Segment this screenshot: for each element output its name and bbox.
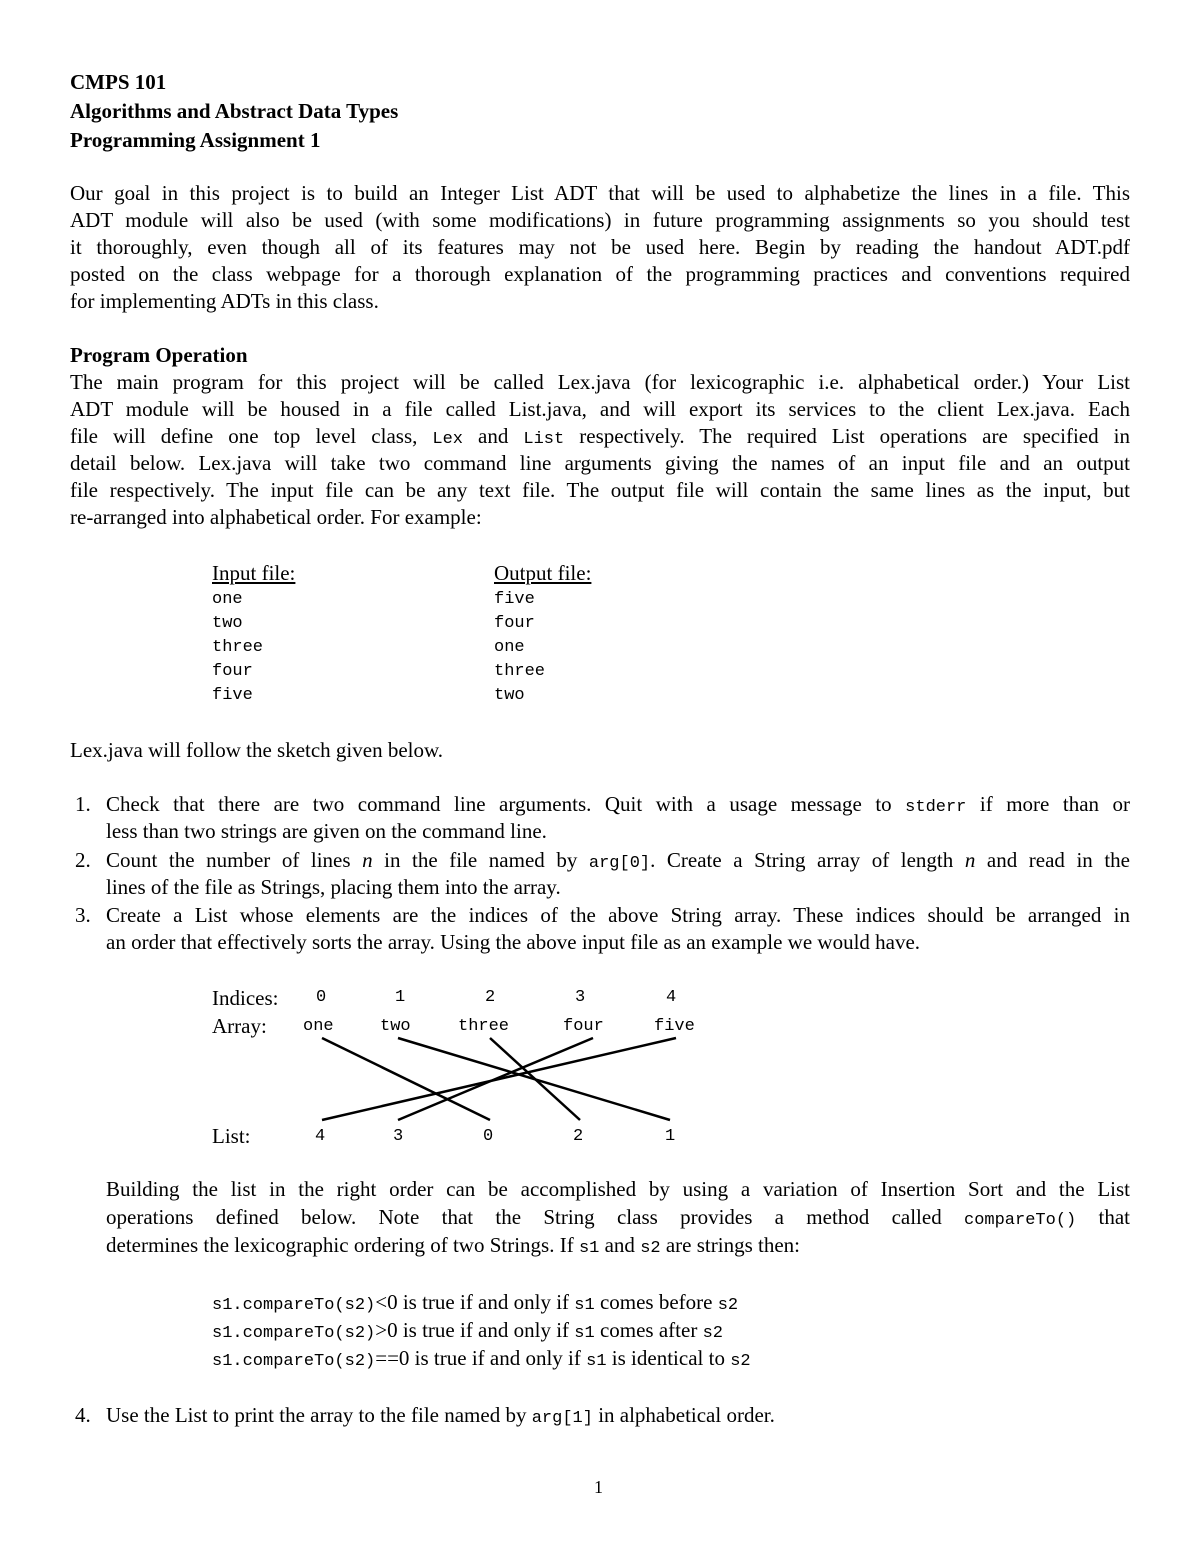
var-n: n (964, 848, 976, 872)
list-value: 1 (665, 1127, 676, 1146)
list-value: 3 (393, 1127, 404, 1146)
step-number: 3. (75, 903, 91, 927)
insertion-line (106, 1205, 1130, 1230)
operation-line: The main program for this project will be called Lex.java (for lexicographic i.e. alphabetical order.) Your List (70, 370, 1130, 394)
index-value: 0 (316, 988, 327, 1007)
var-n: n (362, 848, 373, 872)
array-value: four (563, 1017, 604, 1036)
step-1-line: less than two strings are given on the command line. (106, 819, 547, 843)
text-span: determines the lexicographic ordering of two Strings. If (106, 1233, 579, 1257)
array-value: one (303, 1017, 334, 1036)
step-3-line: Create a List whose elements are the indices of the above String array. These indices should be arranged in (106, 903, 1130, 927)
text-span: and read in the (975, 848, 1130, 872)
code-compareto: compareTo() (964, 1211, 1077, 1230)
code-s2: s2 (702, 1324, 723, 1343)
index-value: 3 (575, 988, 586, 1007)
list-value: 2 (573, 1127, 584, 1146)
code-arg0: arg[0] (588, 854, 651, 873)
code-compareto-call: s1.compareTo(s2) (212, 1296, 376, 1315)
output-line: one (494, 638, 525, 657)
array-label: Array: (212, 1014, 267, 1038)
course-title: CMPS 101 (70, 70, 167, 94)
text-span: Check that there are two command line arguments. Quit with a usage message to (106, 792, 906, 816)
code-s1: s1 (574, 1324, 595, 1343)
text-span: operations defined below. Note that the String class provides a method called (106, 1205, 964, 1229)
array-value: five (654, 1017, 695, 1036)
operation-line: re-arranged into alphabetical order. For example: (70, 505, 482, 529)
text-span: Count the number of lines (106, 848, 363, 872)
step-4-line (106, 1403, 775, 1428)
index-value: 1 (395, 988, 406, 1007)
intro-line: posted on the class webpage for a thorough explanation of the programming practices and conventions required (70, 262, 1130, 286)
output-file-header: Output file: (494, 561, 592, 585)
code-s1: s1 (578, 1239, 600, 1258)
operation-line: detail below. Lex.java will take two command line arguments giving the names of an input file and an output (70, 451, 1130, 475)
insertion-line: Building the list in the right order can be accomplished by using a variation of Insertion Sort and the List (106, 1177, 1130, 1201)
text-span: file will define one top level class, (70, 424, 433, 448)
step-number: 1. (75, 792, 91, 816)
section-heading-program-operation: Program Operation (70, 343, 248, 367)
compare-rule (212, 1290, 738, 1315)
text-span: comes after (594, 1318, 703, 1342)
text-span: Use the List to print the array to the file named by (106, 1403, 532, 1427)
input-line: one (212, 590, 243, 609)
code-compareto-call: s1.compareTo(s2) (212, 1324, 376, 1343)
text-span: in the file named by (372, 848, 589, 872)
code-s2: s2 (640, 1239, 661, 1258)
step-3-line: an order that effectively sorts the array. Using the above input file as an example we would have. (106, 930, 921, 954)
output-line: five (494, 590, 535, 609)
text-span: are strings then: (660, 1233, 800, 1257)
intro-line: Our goal in this project is to build an Integer List ADT that will be used to alphabetize the lines in a file. This (70, 181, 1130, 205)
code-s1: s1 (586, 1352, 607, 1371)
step-number: 4. (75, 1403, 91, 1427)
text-span: that (1076, 1205, 1130, 1229)
page-number: 1 (594, 1477, 603, 1497)
list-value: 0 (483, 1127, 494, 1146)
mapping-line (322, 1038, 490, 1120)
operation-line: ADT module will be housed in a file called List.java, and will export its services to the client Lex.java. Each (70, 397, 1130, 421)
code-stderr: stderr (905, 798, 967, 817)
text-span: is true if and only if (397, 1290, 575, 1314)
step-2-line: lines of the file as Strings, placing them into the array. (106, 875, 561, 899)
output-line: two (494, 686, 525, 705)
text-span: comes before (594, 1290, 718, 1314)
output-line: four (494, 614, 535, 633)
course-subtitle: Algorithms and Abstract Data Types (70, 99, 399, 123)
code-s2: s2 (730, 1352, 751, 1371)
text-span: is true if and only if (397, 1318, 575, 1342)
sketch-intro: Lex.java will follow the sketch given below. (70, 738, 444, 762)
intro-line: for implementing ADTs in this class. (70, 289, 379, 313)
text-span: and (463, 424, 524, 448)
text-span: and (599, 1233, 641, 1257)
mapping-line (398, 1038, 593, 1120)
array-value: two (380, 1017, 411, 1036)
compare-rule (212, 1346, 751, 1371)
code-s2: s2 (717, 1296, 739, 1315)
compare-op: ==0 (375, 1346, 410, 1370)
code-list: List (523, 430, 565, 449)
step-number: 2. (75, 848, 91, 872)
text-span: is identical to (606, 1346, 731, 1370)
output-line: three (494, 662, 546, 681)
index-value: 2 (485, 988, 496, 1007)
input-file-header: Input file: (212, 561, 296, 585)
compare-op: <0 (375, 1290, 398, 1314)
code-arg1: arg[1] (531, 1409, 593, 1428)
text-span: if more than or (966, 792, 1131, 816)
indices-label: Indices: (212, 986, 279, 1010)
mapping-line (322, 1038, 676, 1120)
input-line: four (212, 662, 253, 681)
input-line: five (212, 686, 253, 705)
list-value: 4 (315, 1127, 326, 1146)
intro-line: it thoroughly, even though all of its features may not be used here. Begin by reading the handout ADT.pdf (70, 235, 1130, 259)
text-span: in alphabetical order. (592, 1403, 775, 1427)
insertion-line (106, 1233, 800, 1258)
index-value: 4 (666, 988, 677, 1007)
operation-line: file respectively. The input file can be any text file. The output file will contain the same lines as the input, but (70, 478, 1130, 502)
input-line: two (212, 614, 243, 633)
code-lex: Lex (432, 430, 464, 449)
list-label: List: (212, 1124, 251, 1148)
array-value: three (458, 1017, 510, 1036)
code-compareto-call: s1.compareTo(s2) (212, 1352, 376, 1371)
code-s1: s1 (574, 1296, 595, 1315)
text-span: is true if and only if (409, 1346, 587, 1370)
compare-op: >0 (375, 1318, 398, 1342)
assignment-title: Programming Assignment 1 (70, 128, 321, 152)
text-span: respectively. The required List operations are specified in (564, 424, 1130, 448)
text-span: . Create a String array of length (650, 848, 965, 872)
input-line: three (212, 638, 264, 657)
mapping-line (398, 1038, 670, 1120)
intro-line: ADT module will also be used (with some modifications) in future programming assignments so you should test (70, 208, 1130, 232)
compare-rule (212, 1318, 723, 1343)
